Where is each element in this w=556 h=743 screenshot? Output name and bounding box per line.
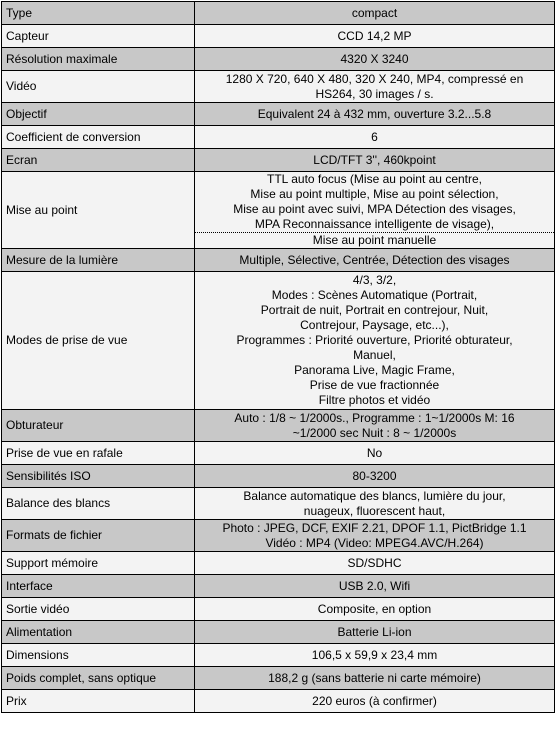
spec-value-line: Multiple, Sélective, Centrée, Détection des visages bbox=[239, 252, 510, 267]
spec-value-line: 188,2 g (sans batterie ni carte mémoire) bbox=[268, 670, 481, 685]
spec-value bbox=[195, 126, 555, 149]
spec-value-line: 4/3, 3/2, bbox=[352, 273, 397, 287]
spec-label: Modes de prise de vue bbox=[2, 272, 195, 410]
spec-row-balance-des-blancs bbox=[2, 488, 555, 520]
spec-value-line: USB 2.0, Wifi bbox=[338, 578, 411, 593]
spec-value bbox=[195, 598, 555, 621]
spec-value-line: HS264, 30 images / s. bbox=[315, 86, 434, 101]
spec-value bbox=[195, 575, 555, 598]
spec-label: Vidéo bbox=[2, 71, 195, 103]
spec-label: Mesure de la lumière bbox=[2, 249, 195, 272]
spec-label: Support mémoire bbox=[2, 552, 195, 575]
spec-row-mise-au-point bbox=[2, 172, 555, 249]
spec-value bbox=[195, 410, 555, 442]
spec-row-formats-de-fichier bbox=[2, 520, 555, 552]
spec-value-line: SD/SDHC bbox=[347, 555, 402, 570]
spec-value-line: 80-3200 bbox=[352, 468, 397, 483]
spec-value-line: ~1/2000 sec Nuit : 8 ~ 1/2000s bbox=[292, 425, 457, 440]
spec-label: Interface bbox=[2, 575, 195, 598]
spec-value-line: CCD 14,2 MP bbox=[337, 28, 412, 43]
spec-value-line: Photo : JPEG, DCF, EXIF 2.21, DPOF 1.1, PictBridge 1.1 bbox=[222, 520, 527, 535]
spec-label: Coefficient de conversion bbox=[2, 126, 195, 149]
spec-row-prise-de-vue-en-rafale bbox=[2, 442, 555, 465]
spec-value-line: Batterie Li-ion bbox=[337, 624, 412, 639]
spec-label: Balance des blancs bbox=[2, 488, 195, 520]
spec-label: Mise au point bbox=[2, 172, 195, 249]
spec-value bbox=[195, 465, 555, 488]
spec-row-sortie-video bbox=[2, 598, 555, 621]
spec-value-line: Vidéo : MP4 (Video: MPEG4.AVC/H.264) bbox=[265, 535, 484, 550]
spec-row-obturateur bbox=[2, 410, 555, 442]
spec-value-line: Equivalent 24 à 432 mm, ouverture 3.2...5.8 bbox=[257, 106, 492, 121]
spec-value-line: TTL auto focus (Mise au point au centre, bbox=[267, 172, 482, 186]
spec-value-line: Balance automatique des blancs, lumière du jour, bbox=[243, 488, 506, 503]
spec-value bbox=[195, 149, 555, 172]
spec-label: Capteur bbox=[2, 25, 195, 48]
spec-row-mesure-de-la-lumiere bbox=[2, 249, 555, 272]
spec-row-ecran bbox=[2, 149, 555, 172]
spec-value-line: Mise au point manuelle bbox=[195, 232, 554, 248]
spec-value-line: 4320 X 3240 bbox=[340, 51, 409, 66]
specs-table-body bbox=[2, 2, 555, 713]
spec-value bbox=[195, 2, 555, 25]
spec-value bbox=[195, 520, 555, 552]
spec-value-line: 6 bbox=[371, 129, 378, 144]
spec-row-support-memoire bbox=[2, 552, 555, 575]
spec-row-capteur bbox=[2, 25, 555, 48]
spec-row-type bbox=[2, 2, 555, 25]
spec-value bbox=[195, 249, 555, 272]
spec-value-line: 106,5 x 59,9 x 23,4 mm bbox=[311, 647, 438, 662]
spec-value bbox=[195, 488, 555, 520]
spec-label: Prise de vue en rafale bbox=[2, 442, 195, 465]
spec-value-line: nuageux, fluorescent haut, bbox=[303, 503, 446, 518]
spec-row-interface bbox=[2, 575, 555, 598]
spec-row-prix bbox=[2, 690, 555, 713]
spec-label: Alimentation bbox=[2, 621, 195, 644]
spec-value-line: Manuel, bbox=[353, 348, 396, 362]
spec-value bbox=[195, 103, 555, 126]
spec-value bbox=[195, 621, 555, 644]
spec-value-line: 220 euros (à confirmer) bbox=[312, 693, 437, 708]
spec-value-line: Mise au point multiple, Mise au point sélection, bbox=[250, 187, 499, 201]
spec-row-poids-complet-sans-optique bbox=[2, 667, 555, 690]
spec-value bbox=[195, 690, 555, 713]
spec-label: Poids complet, sans optique bbox=[2, 667, 195, 690]
spec-value-line: Filtre photos et vidéo bbox=[318, 393, 431, 407]
spec-value-line: Prise de vue fractionnée bbox=[309, 378, 440, 392]
spec-label: Résolution maximale bbox=[2, 48, 195, 71]
spec-value bbox=[195, 667, 555, 690]
spec-value-line: compact bbox=[351, 5, 398, 20]
spec-label: Sensibilités ISO bbox=[2, 465, 195, 488]
spec-value-line: 1280 X 720, 640 X 480, 320 X 240, MP4, compressé en bbox=[225, 71, 524, 86]
spec-value-line: Contrejour, Paysage, etc...), bbox=[300, 318, 449, 332]
spec-label: Prix bbox=[2, 690, 195, 713]
spec-row-sensibilites-iso bbox=[2, 465, 555, 488]
spec-label: Type bbox=[2, 2, 195, 25]
spec-value bbox=[195, 644, 555, 667]
spec-label: Dimensions bbox=[2, 644, 195, 667]
spec-value bbox=[195, 25, 555, 48]
spec-row-coefficient-de-conversion bbox=[2, 126, 555, 149]
spec-value-line: Modes : Scènes Automatique (Portrait, bbox=[271, 288, 478, 302]
spec-value bbox=[195, 48, 555, 71]
spec-value-line: No bbox=[366, 445, 383, 460]
spec-value bbox=[195, 442, 555, 465]
spec-value-line: Mise au point avec suivi, MPA Détection des visages, bbox=[233, 202, 516, 216]
spec-value-line: LCD/TFT 3'', 460kpoint bbox=[313, 152, 436, 167]
spec-value-line: Programmes : Priorité ouverture, Priorité obturateur, bbox=[236, 333, 513, 347]
spec-value bbox=[195, 272, 555, 410]
spec-value-line: Panorama Live, Magic Frame, bbox=[294, 363, 455, 377]
spec-row-dimensions bbox=[2, 644, 555, 667]
spec-label: Ecran bbox=[2, 149, 195, 172]
spec-row-video bbox=[2, 71, 555, 103]
spec-row-modes-de-prise-de-vue bbox=[2, 272, 555, 410]
spec-row-alimentation bbox=[2, 621, 555, 644]
specs-table bbox=[1, 1, 555, 713]
spec-value-line: Auto : 1/8 ~ 1/2000s., Programme : 1~1/2000s M: 16 bbox=[234, 410, 515, 425]
spec-value bbox=[195, 172, 555, 249]
spec-row-resolution-maximale bbox=[2, 48, 555, 71]
spec-value-line: Portrait de nuit, Portrait en contrejour, Nuit, bbox=[260, 303, 489, 317]
spec-value bbox=[195, 71, 555, 103]
spec-label: Sortie vidéo bbox=[2, 598, 195, 621]
spec-row-objectif bbox=[2, 103, 555, 126]
spec-label: Formats de fichier bbox=[2, 520, 195, 552]
spec-value-line: MPA Reconnaissance intelligente de visage), bbox=[254, 217, 495, 231]
spec-value-line: Composite, en option bbox=[317, 601, 432, 616]
spec-value bbox=[195, 552, 555, 575]
spec-label: Objectif bbox=[2, 103, 195, 126]
spec-label: Obturateur bbox=[2, 410, 195, 442]
